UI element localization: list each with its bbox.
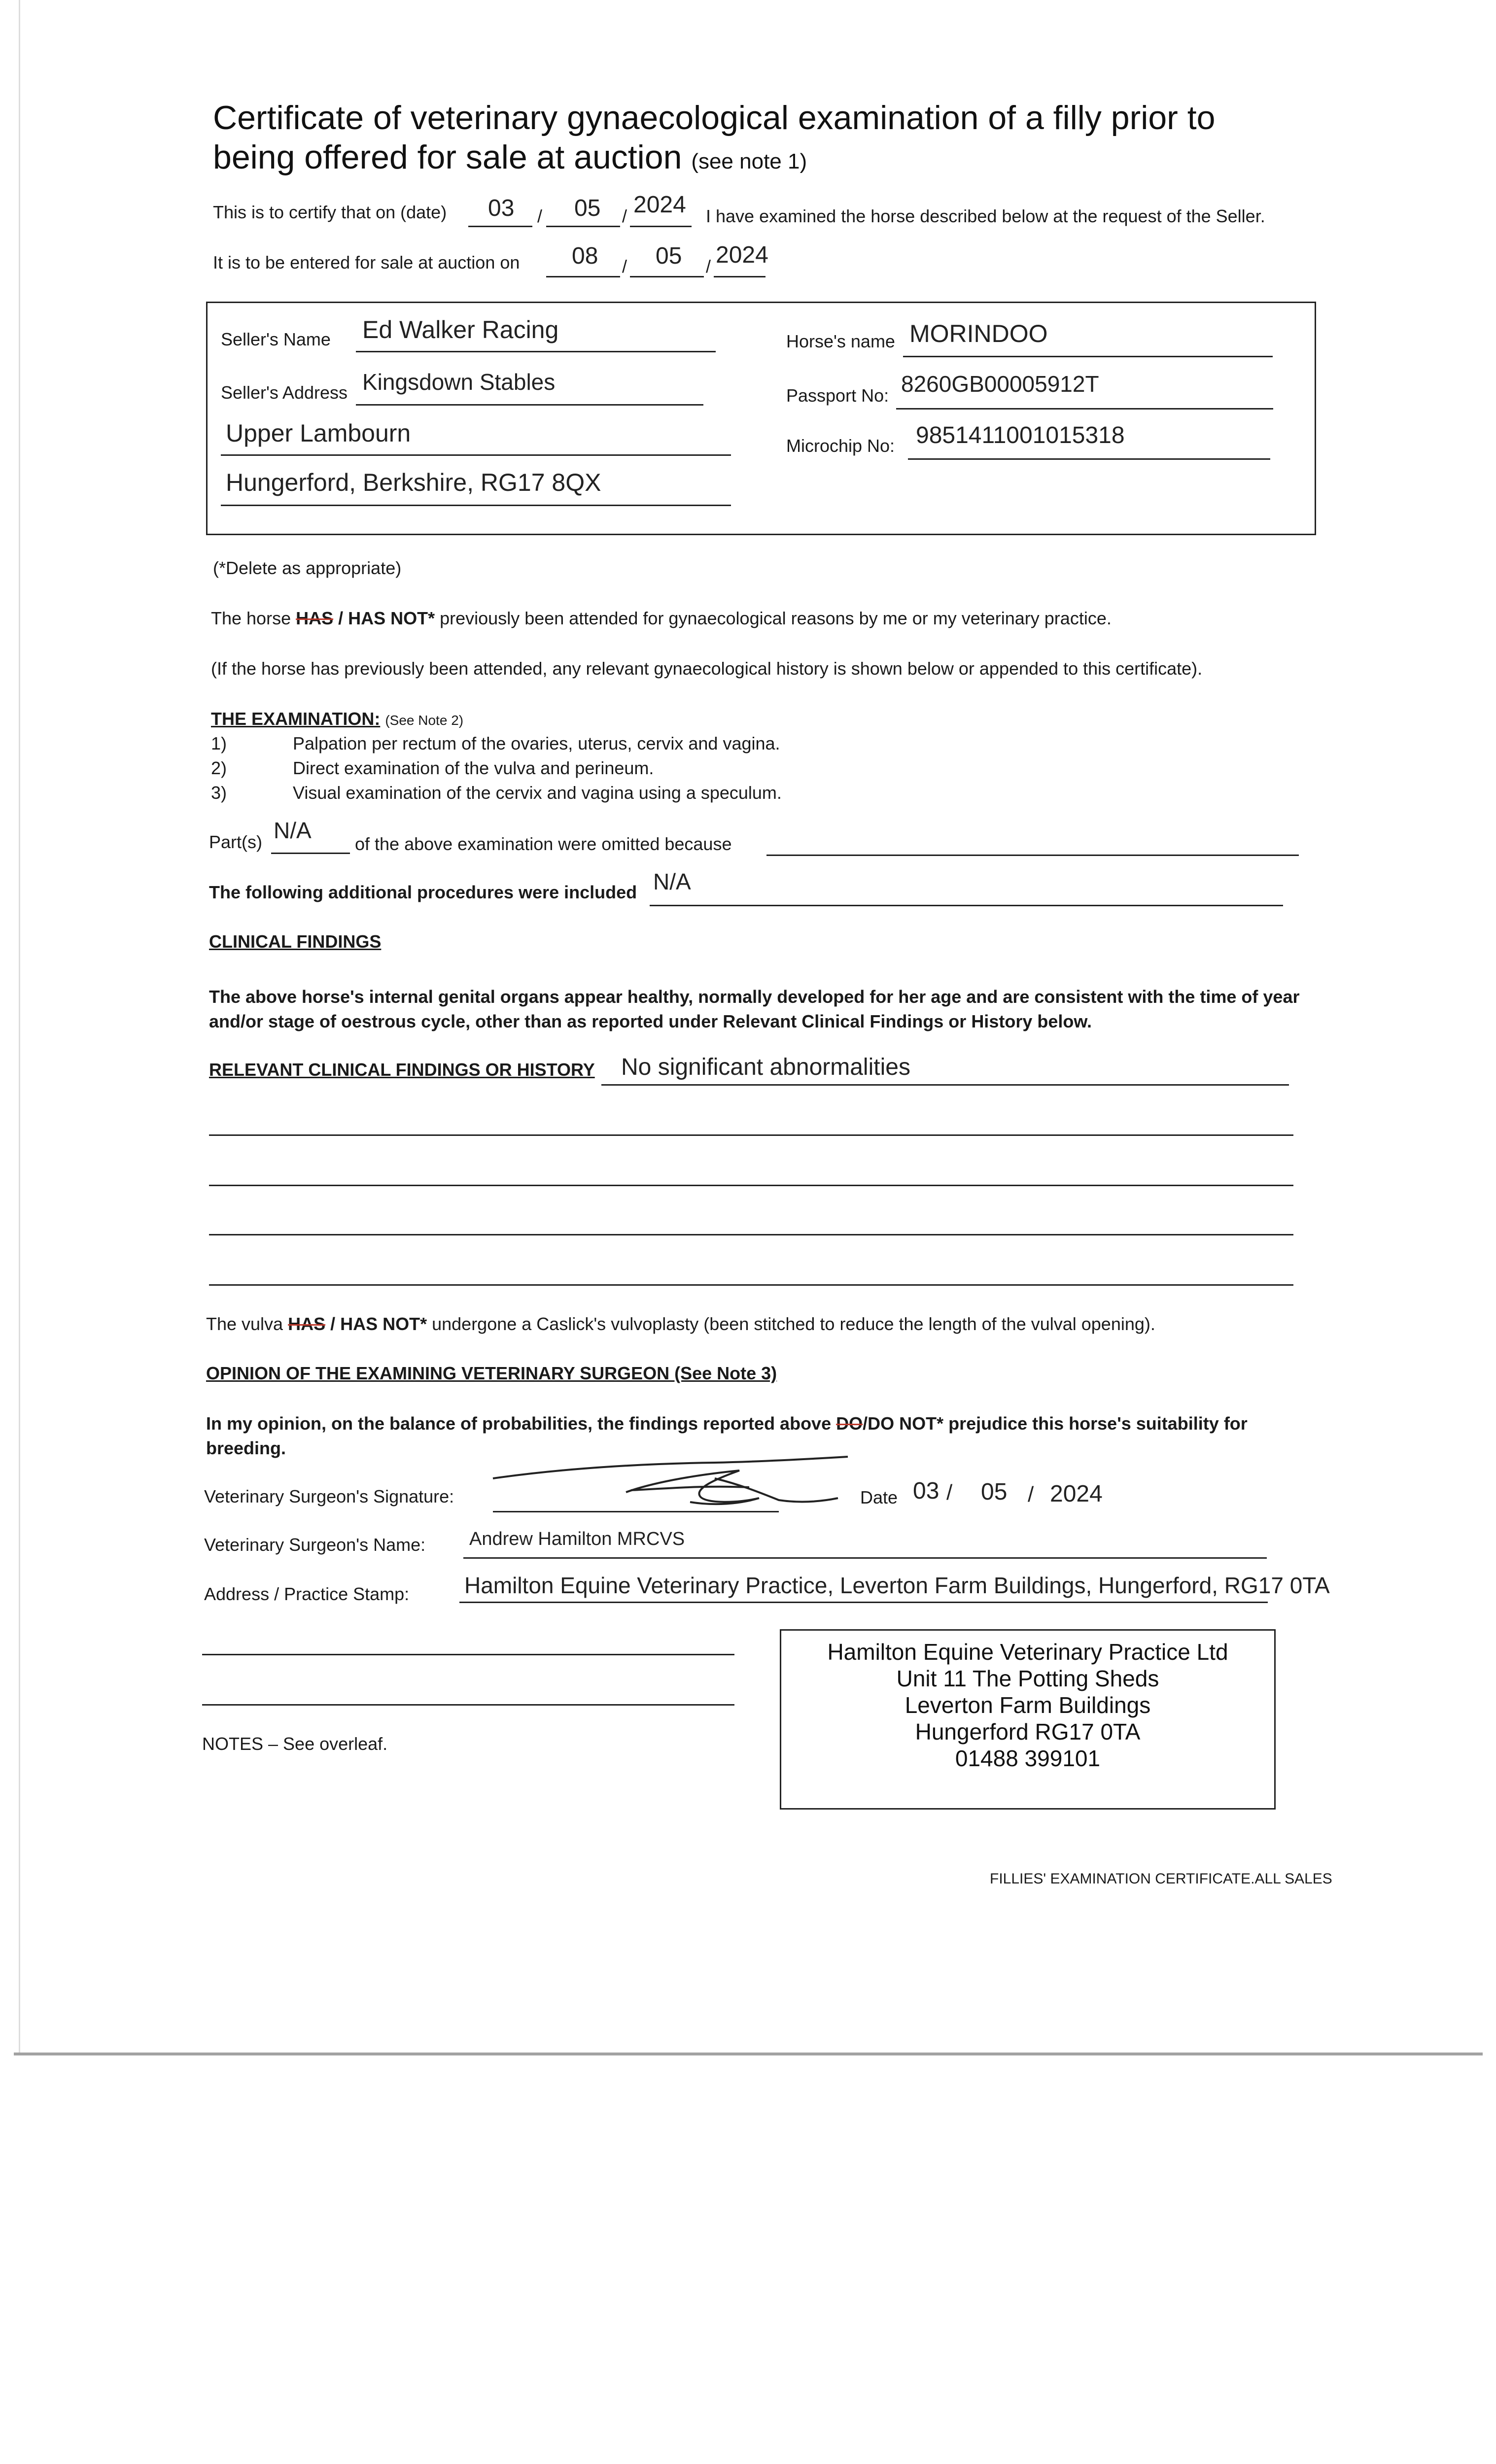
vulva-suffix: undergone a Caslick's vulvoplasty (been stitched to reduce the length of the vulval opening). [427, 1314, 1155, 1334]
cert-sep1: / [537, 206, 543, 226]
attended-note: (If the horse has previously been attended, any relevant gynaecological history is shown below or appended to this certificate). [211, 658, 1203, 679]
exam-item-3-num: 3) [211, 783, 227, 803]
signature-scribble-icon [483, 1449, 858, 1518]
cert-day-value: 03 [488, 195, 515, 221]
page-title-line1: Certificate of veterinary gynaecological examination of a filly prior to [213, 99, 1216, 137]
extra-address-line-2 [202, 1704, 734, 1706]
findings-blank-line-4 [209, 1284, 1293, 1286]
seller-address-line3: Hungerford, Berkshire, RG17 8QX [226, 469, 601, 496]
auction-sep2: / [706, 256, 711, 276]
clinical-statement-line2: and/or stage of oestrous cycle, other than as reported under Relevant Clinical Findings or History below. [209, 1011, 1092, 1031]
examination-heading-note: (See Note 2) [385, 713, 464, 728]
horse-name-line [903, 356, 1273, 357]
certify-suffix: I have examined the horse described below at the request of the Seller. [706, 206, 1265, 226]
vulva-has-struck: HAS [288, 1314, 326, 1334]
parts-prefix: Part(s) [209, 832, 262, 852]
microchip-value: 9851411001015318 [916, 422, 1125, 448]
signature-label: Veterinary Surgeon's Signature: [204, 1486, 454, 1506]
parts-line [271, 853, 350, 854]
seller-address-line1-rule [356, 404, 703, 406]
findings-blank-line-1 [209, 1134, 1293, 1136]
passport-line [896, 408, 1273, 410]
auction-day-value: 08 [572, 243, 598, 269]
notes-text: NOTES – See overleaf. [202, 1734, 388, 1754]
seller-name-value: Ed Walker Racing [362, 316, 559, 343]
stamp-line4: Hungerford RG17 0TA [915, 1719, 1141, 1745]
vet-date-month: 05 [981, 1479, 1008, 1505]
stamp-line3: Leverton Farm Buildings [905, 1692, 1151, 1718]
seller-name-label: Seller's Name [221, 329, 331, 349]
auction-sep1: / [622, 256, 627, 276]
page-title-line2 [213, 137, 807, 182]
additional-label: The following additional procedures were included [209, 882, 637, 902]
attended-prefix: The horse [211, 608, 296, 628]
address-stamp-label: Address / Practice Stamp: [204, 1584, 410, 1604]
vet-date-sep2: / [1028, 1482, 1034, 1506]
opinion-heading: OPINION OF THE EXAMINING VETERINARY SURGEON (See Note 3) [206, 1363, 777, 1383]
findings-blank-line-2 [209, 1185, 1293, 1186]
cert-sep2: / [622, 206, 627, 226]
cert-year-line [630, 226, 692, 227]
stamp-line2: Unit 11 The Potting Sheds [896, 1666, 1159, 1691]
vet-date-sep1: / [946, 1480, 953, 1505]
seller-address-line3-rule [221, 505, 731, 506]
exam-item-2-num: 2) [211, 758, 227, 778]
certify-prefix: This is to certify that on (date) [213, 202, 447, 222]
address-line [459, 1602, 1268, 1603]
seller-address-line1: Kingsdown Stables [362, 369, 556, 395]
address-stamp-value: Hamilton Equine Veterinary Practice, Leverton Farm Buildings, Hungerford, RG17 0TA [464, 1573, 1330, 1598]
auction-prefix: It is to be entered for sale at auction on [213, 252, 520, 273]
examination-heading [211, 709, 463, 729]
cert-month-value: 05 [574, 195, 601, 221]
parts-value: N/A [274, 818, 312, 843]
cert-day-line [468, 226, 532, 227]
auction-year-line [714, 276, 765, 277]
seller-address-line2-rule [221, 454, 731, 456]
date-label: Date [860, 1487, 898, 1507]
auction-day-line [546, 276, 620, 277]
auction-month-value: 05 [656, 243, 682, 269]
parts-suffix: of the above examination were omitted because [355, 834, 732, 854]
vulva-has-not: / HAS NOT* [325, 1314, 427, 1334]
vet-date-day: 03 [913, 1478, 939, 1504]
relevant-findings-line [601, 1084, 1289, 1086]
horse-name-value: MORINDOO [909, 320, 1048, 347]
page-title-note: (see note 1) [691, 149, 807, 173]
cert-month-line [546, 226, 620, 227]
page-title-line2-text: being offered for sale at auction [213, 138, 682, 176]
omitted-reason-line [766, 855, 1299, 856]
delete-note: (*Delete as appropriate) [213, 558, 402, 578]
attended-has-struck: HAS [296, 608, 334, 628]
page-bottom-edge [14, 2053, 1483, 2055]
attended-suffix: previously been attended for gynaecological reasons by me or my veterinary practice. [435, 608, 1112, 628]
page-left-edge [19, 0, 20, 2053]
vulva-statement [206, 1314, 1155, 1335]
opinion-line2: breeding. [206, 1438, 286, 1458]
seller-name-line [356, 351, 716, 352]
opinion-prefix: In my opinion, on the balance of probabilities, the findings reported above [206, 1413, 836, 1434]
examination-heading-text: THE EXAMINATION: [211, 709, 381, 729]
findings-blank-line-3 [209, 1234, 1293, 1235]
vet-name-label: Veterinary Surgeon's Name: [204, 1535, 426, 1555]
vet-name-value: Andrew Hamilton MRCVS [469, 1529, 685, 1549]
opinion-do-struck: DO [836, 1413, 863, 1434]
clinical-heading: CLINICAL FINDINGS [209, 931, 382, 952]
horse-name-label: Horse's name [786, 331, 895, 351]
seller-address-line2: Upper Lambourn [226, 419, 411, 447]
microchip-line [908, 458, 1270, 460]
stamp-line5: 01488 399101 [955, 1745, 1101, 1771]
relevant-findings-label: RELEVANT CLINICAL FINDINGS OR HISTORY [209, 1060, 595, 1080]
opinion-rest: /DO NOT* prejudice this horse's suitability for [863, 1413, 1248, 1434]
exam-item-2-text: Direct examination of the vulva and perineum. [293, 758, 654, 778]
stamp-line1: Hamilton Equine Veterinary Practice Ltd [827, 1639, 1228, 1665]
clinical-statement-line1: The above horse's internal genital organs appear healthy, normally developed for her age and are consistent with the time of year [209, 987, 1300, 1007]
cert-year-value: 2024 [633, 192, 686, 218]
practice-stamp [780, 1629, 1276, 1810]
microchip-label: Microchip No: [786, 436, 895, 456]
attended-has-not: / HAS NOT* [333, 608, 435, 628]
relevant-findings-value: No significant abnormalities [621, 1054, 910, 1080]
additional-value: N/A [653, 869, 691, 894]
passport-label: Passport No: [786, 385, 889, 406]
auction-year-value: 2024 [716, 242, 768, 268]
vulva-prefix: The vulva [206, 1314, 288, 1334]
opinion-line1 [206, 1413, 1248, 1434]
footer-text: FILLIES' EXAMINATION CERTIFICATE.ALL SALES [990, 1871, 1332, 1887]
extra-address-line-1 [202, 1654, 734, 1655]
seller-address-label: Seller's Address [221, 382, 348, 403]
auction-month-line [630, 276, 704, 277]
additional-line [650, 905, 1283, 906]
vet-date-year: 2024 [1050, 1481, 1103, 1507]
passport-value: 8260GB00005912T [901, 371, 1099, 397]
exam-item-1-num: 1) [211, 733, 227, 753]
exam-item-1-text: Palpation per rectum of the ovaries, uterus, cervix and vagina. [293, 733, 780, 753]
exam-item-3-text: Visual examination of the cervix and vagina using a speculum. [293, 783, 782, 803]
attended-statement [211, 608, 1112, 629]
vet-name-line [463, 1557, 1267, 1559]
